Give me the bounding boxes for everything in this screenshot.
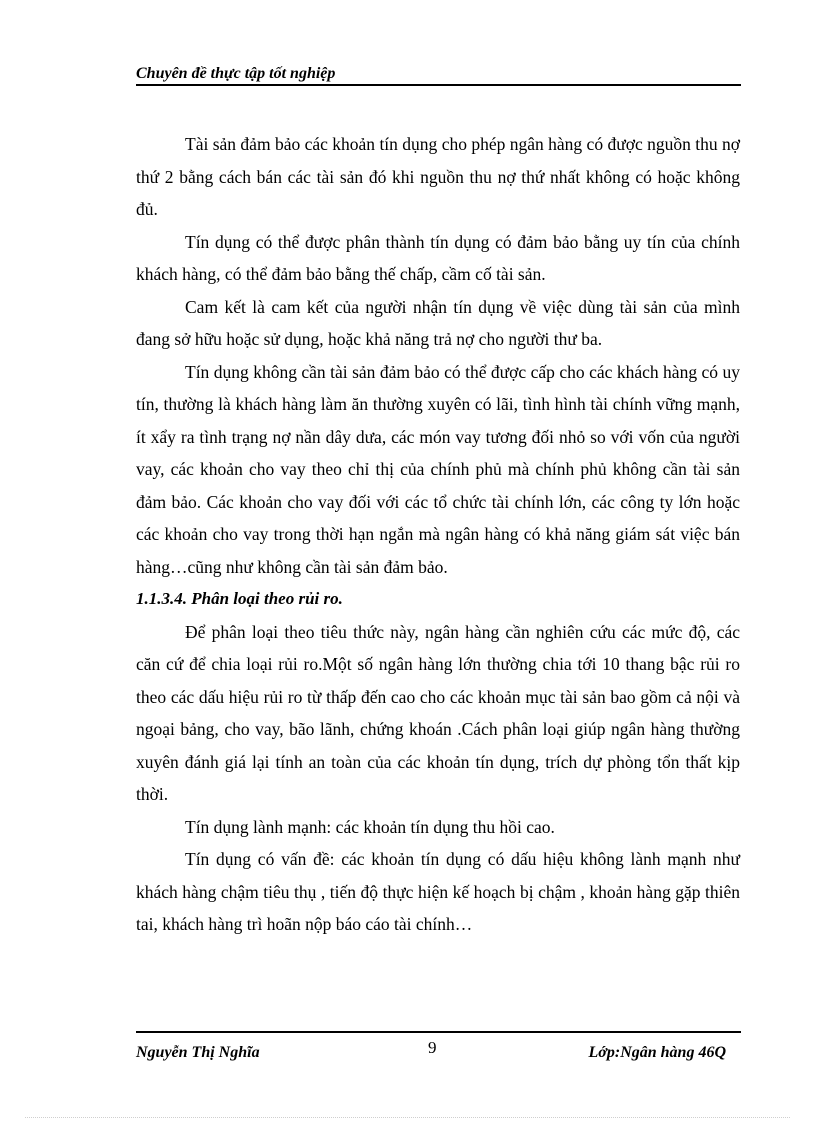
page-number: 9 <box>428 1038 437 1057</box>
paragraph: Cam kết là cam kết của người nhận tín dụng về việc dùng tài sản của mình đang sở hữu hoặc sử dụng, hoặc khả năng trả nợ cho người thư ba. <box>136 296 740 349</box>
paragraph: Tín dụng không cần tài sản đảm bảo có thể được cấp cho các khách hàng có uy tín, thường là khách hàng làm ăn thường xuyên có lãi, tình hình tài chính vững mạnh, ít xẩy ra tình trạng nợ nần dây dưa, các món vay tương đối nhỏ so với vốn của người vay, các khoản cho vay theo chỉ thị của chính phủ mà chính phủ không cần tài sản đảm bảo. Các khoản cho vay đối với các tổ chức tài chính lớn, các công ty lớn hoặc các khoản cho vay trong thời hạn ngắn mà ngân hàng có khả năng giám sát việc bán hàng…cũng như không cần tài sản đảm bảo. <box>136 361 740 577</box>
footer-class: Lớp:Ngân hàng 46Q <box>588 1044 726 1061</box>
page-header <box>136 64 741 86</box>
document-body <box>136 128 740 941</box>
footer-author: Nguyễn Thị Nghĩa <box>136 1044 260 1061</box>
header-title: Chuyên đề thực tập tốt nghiệp <box>136 65 336 82</box>
paragraph: Tài sản đảm bảo các khoản tín dụng cho phép ngân hàng có được nguồn thu nợ thứ 2 bằng cách bán các tài sản đó khi nguồn thu nợ thứ nhất không có hoặc không đủ. <box>136 134 740 219</box>
paragraph: Tín dụng có vấn đề: các khoản tín dụng có dấu hiệu không lành mạnh như khách hàng chậm tiêu thụ , tiến độ thực hiện kế hoạch bị chậm , khoản hàng gặp thiên tai, khách hàng trì hoãn nộp báo cáo tài chính… <box>136 849 740 934</box>
paragraph: Tín dụng có thể được phân thành tín dụng có đảm bảo bằng uy tín của chính khách hàng, có thể đảm bảo bằng thế chấp, cầm cố tài sản. <box>136 231 740 284</box>
page-edge-divider <box>25 1117 790 1118</box>
section-heading: 1.1.3.4. Phân loại theo rủi ro. <box>136 589 343 608</box>
footer-divider <box>136 1031 741 1033</box>
paragraph: Để phân loại theo tiêu thức này, ngân hàng cần nghiên cứu các mức độ, các căn cứ để chia loại rủi ro.Một số ngân hàng lớn thường chia tới 10 thang bậc rủi ro theo các dấu hiệu rủi ro từ thấp đến cao cho các khoản mục tài sản bao gồm cả nội và ngoại bảng, cho vay, bão lãnh, chứng khoán .Cách phân loại giúp ngân hàng thường xuyên đánh giá lại tính an toàn của các khoản tín dụng, trích dự phòng tổn thất kịp thời. <box>136 621 740 804</box>
paragraph: Tín dụng lành mạnh: các khoản tín dụng thu hồi cao. <box>185 816 555 837</box>
